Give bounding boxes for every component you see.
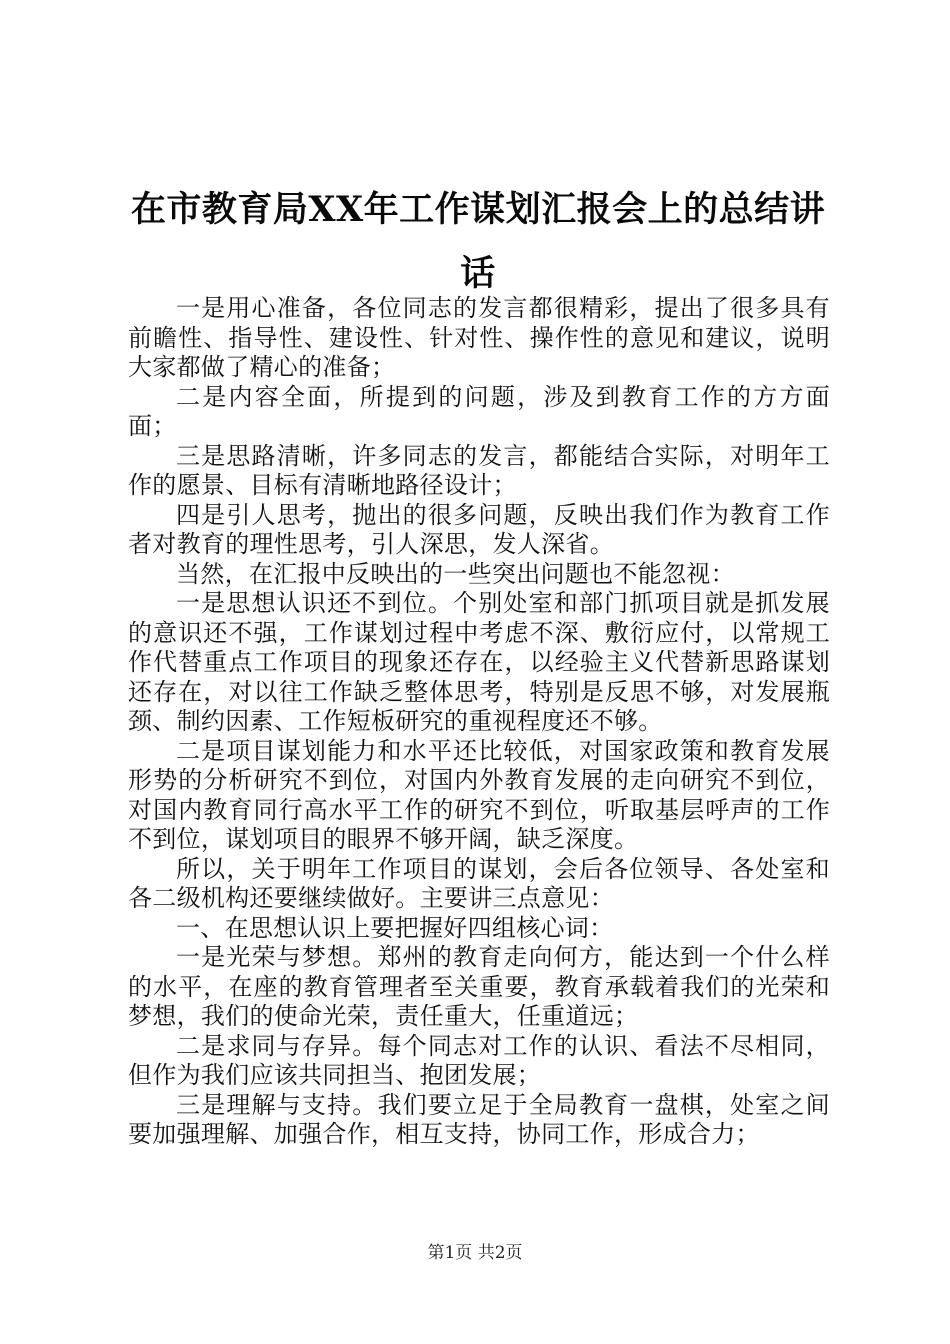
paragraph: 当然，在汇报中反映出的一些突出问题也不能忽视： [176, 559, 735, 588]
paragraph: 三是思路清晰，许多同志的发言，都能结合实际，对明年工作的愿景、目标有清晰地路径设计； [128, 441, 830, 499]
page-footer: 第1页 共2页 [427, 1243, 523, 1263]
paragraph: 一是用心准备，各位同志的发言都很精彩，提出了很多具有前瞻性、指导性、建设性、针对性、操作性的意见和建议，说明大家都做了精心的准备； [128, 294, 830, 381]
document-title: 在市教育局XX年工作谋划汇报会上的总结讲话 [130, 189, 826, 294]
paragraph: 二是内容全面，所提到的问题，涉及到教育工作的方方面面； [128, 382, 830, 440]
paragraph: 二是求同与存异。每个同志对工作的认识、看法不尽相同，但作为我们应该共同担当、抱团发展； [128, 1031, 830, 1089]
paragraph: 一是思想认识还不到位。个别处室和部门抓项目就是抓发展的意识还不强，工作谋划过程中考虑不深、敷衍应付，以常规工作代替重点工作项目的现象还存在，以经验主义代替新思路谋划还存在，对以往工作缺乏整体思考，特别是反思不够，对发展瓶颈、制约因素、工作短板研究的重视程度还不够。 [128, 589, 830, 735]
paragraph: 一是光荣与梦想。郑州的教育走向何方，能达到一个什么样的水平，在座的教育管理者至关重要，教育承载着我们的光荣和梦想，我们的使命光荣，责任重大，任重道远； [128, 943, 830, 1030]
paragraph: 三是理解与支持。我们要立足于全局教育一盘棋，处室之间要加强理解、加强合作，相互支持，协同工作，形成合力； [128, 1090, 830, 1148]
paragraph: 四是引人思考，抛出的很多问题，反映出我们作为教育工作者对教育的理性思考，引人深思，发人深省。 [128, 500, 830, 558]
document-body [128, 294, 830, 1150]
paragraph: 所以，关于明年工作项目的谋划，会后各位领导、各处室和各二级机构还要继续做好。主要讲三点意见： [128, 854, 830, 912]
paragraph: 一、在思想认识上要把握好四组核心词： [176, 913, 614, 942]
paragraph: 二是项目谋划能力和水平还比较低，对国家政策和教育发展形势的分析研究不到位，对国内外教育发展的走向研究不到位，对国内教育同行高水平工作的研究不到位，听取基层呼声的工作不到位，谋划项目的眼界不够开阔，缺乏深度。 [128, 736, 830, 853]
